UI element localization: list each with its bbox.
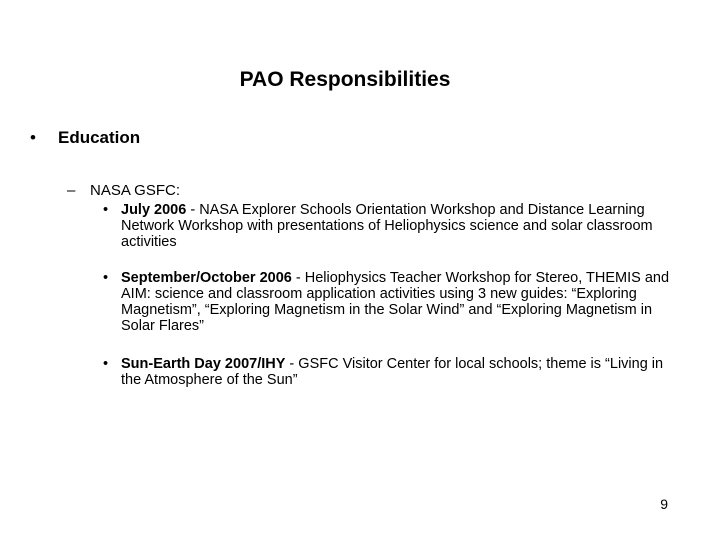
list-item [103, 202, 673, 250]
level3-bullet: • [103, 202, 109, 218]
subsection-nasa-gsfc [67, 182, 180, 199]
level1-bullet: • [30, 128, 36, 147]
list-item-text [121, 202, 673, 250]
slide-title: PAO Responsibilities [239, 68, 451, 91]
list-item-description: - GSFC Visitor Center for local schools; theme is “Living in the Atmosphere of the Sun” [121, 356, 664, 388]
page-number: 9 [660, 496, 668, 512]
subsection-label: NASA GSFC: [90, 182, 181, 199]
level2-dash: – [67, 182, 76, 199]
level3-bullet: • [103, 356, 109, 372]
list-item-description: - Heliophysics Teacher Workshop for Stereo, THEMIS and AIM: science and classroom application activities using 3 new guides: “Exploring Magnetism”, “Exploring Magnetism in the Solar Wind” and “Exploring Magnetism in Solar Flares” [121, 270, 670, 334]
list-item-date: July 2006 [121, 202, 187, 218]
level3-bullet: • [103, 270, 109, 286]
list-item-description: - NASA Explorer Schools Orientation Workshop and Distance Learning Network Workshop with presentations of Heliophysics science and solar classroom activities [121, 202, 653, 250]
section-education [30, 128, 140, 148]
list-item [103, 270, 673, 334]
section-heading: Education [58, 128, 141, 147]
list-item-text [121, 270, 673, 334]
list-item [103, 356, 673, 388]
list-item-event: Sun-Earth Day 2007/IHY [121, 356, 286, 372]
list-item-text [121, 356, 673, 388]
list-item-date: September/October 2006 [121, 270, 292, 286]
